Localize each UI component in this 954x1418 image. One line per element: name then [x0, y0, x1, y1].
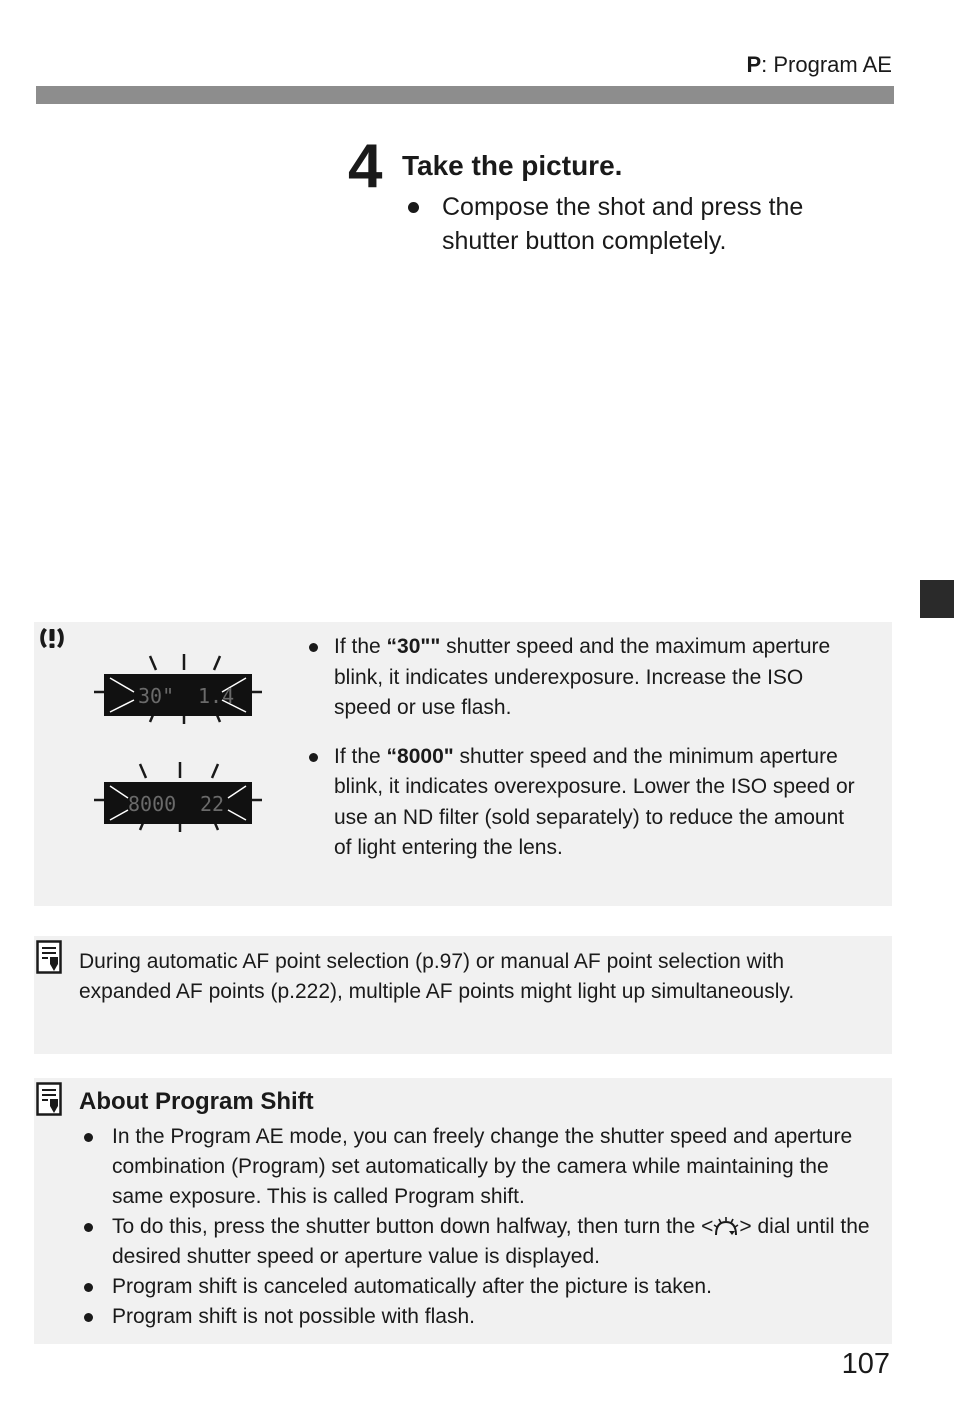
program-shift-item	[82, 1122, 872, 1212]
bullet-dot	[309, 753, 318, 762]
bullet-dot	[84, 1223, 93, 1232]
page-header-title	[746, 52, 892, 78]
caution-item-bold: “30""	[386, 635, 441, 658]
lcd-aperture-value: 22	[200, 792, 225, 816]
program-shift-list	[82, 1122, 872, 1332]
program-shift-item	[82, 1302, 872, 1332]
bullet-dot	[408, 202, 419, 213]
program-shift-item-text: Program shift is canceled automatically after the picture is taken.	[112, 1275, 712, 1298]
lcd-aperture-value: 1.4	[198, 684, 235, 708]
mode-title: : Program AE	[761, 52, 892, 77]
program-shift-item-text: Program shift is not possible with flash.	[112, 1305, 475, 1328]
page-number: 107	[841, 1348, 890, 1380]
step-number: 4	[348, 132, 383, 201]
note-text: During automatic AF point selection (p.97) or manual AF point selection with expanded AF points (p.222), multiple AF points might light up simultaneously.	[79, 950, 795, 1003]
caution-item-underexposure	[304, 632, 864, 724]
bullet-dot	[84, 1313, 93, 1322]
caution-list	[304, 632, 864, 864]
program-shift-item-text: In the Program AE mode, you can freely change the shutter speed and aperture combination (Program) set automatically by the camera while maintaining the same exposure. This is called Program shift.	[112, 1125, 853, 1208]
program-shift-item	[82, 1212, 872, 1272]
lcd-overexposure-display	[94, 760, 262, 832]
caution-item-post: shutter speed and the maximum aperture blink, it indicates underexposure. Increase the ISO speed or use flash.	[334, 635, 831, 719]
note-icon	[36, 1082, 62, 1116]
step-bullet	[408, 190, 868, 258]
mode-letter: P	[746, 52, 762, 77]
bullet-dot	[84, 1283, 93, 1292]
caution-item-post: shutter speed and the minimum aperture blink, it indicates overexposure. Lower the ISO speed or use an ND filter (sold separately) to reduce the amount of light entering the lens.	[334, 744, 855, 859]
lcd-shutter-value: 8000	[128, 792, 177, 816]
bullet-dot	[309, 643, 318, 652]
program-shift-item-pre: To do this, press the shutter button down halfway, then turn the <	[112, 1215, 714, 1238]
caution-item-pre: If the	[334, 635, 387, 658]
program-shift-item	[82, 1272, 872, 1302]
caution-item-pre: If the	[334, 744, 387, 768]
caution-icon	[38, 624, 66, 652]
caution-item-overexposure	[304, 742, 864, 864]
caution-item-bold: “8000"	[386, 744, 454, 768]
step-title: Take the picture.	[402, 150, 623, 181]
lcd-underexposure-display	[94, 652, 262, 724]
bullet-dot	[84, 1133, 93, 1142]
program-shift-title: About Program Shift	[79, 1088, 314, 1115]
chapter-tab-marker	[920, 580, 954, 618]
header-rule	[36, 86, 894, 104]
note-icon	[36, 940, 62, 974]
program-shift-item-post: > dial until the desired shutter speed or aperture value is displayed.	[112, 1215, 870, 1268]
step-bullet-text: Compose the shot and press the shutter button completely.	[442, 193, 804, 255]
main-dial-icon	[713, 1215, 739, 1237]
lcd-shutter-value: 30"	[138, 684, 175, 708]
